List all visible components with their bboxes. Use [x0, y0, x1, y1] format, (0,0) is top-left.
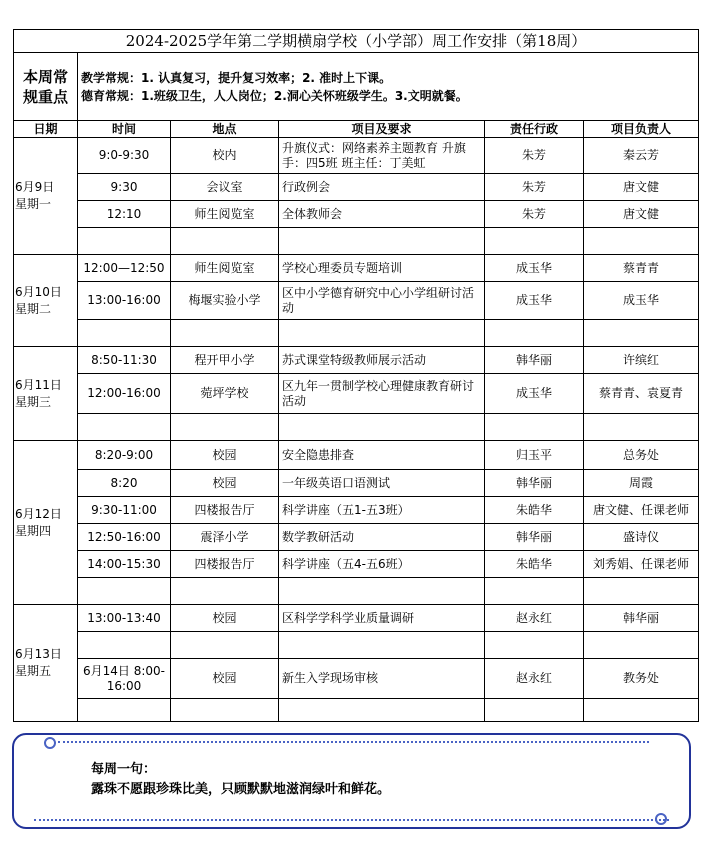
day-weekday: 星期一: [15, 197, 52, 211]
time-cell: 12:00—12:50: [78, 255, 171, 282]
place-cell: 师生阅览室: [171, 255, 279, 282]
header-project: 项目及要求: [279, 121, 485, 138]
project-cell: [279, 632, 485, 659]
schedule-row: [14, 414, 699, 441]
lead-cell: 蔡青青: [584, 255, 699, 282]
day-date: 6月9日: [15, 180, 55, 194]
project-cell: 学校心理委员专题培训: [279, 255, 485, 282]
lead-cell: 唐文健: [584, 174, 699, 201]
header-lead: 项目负责人: [584, 121, 699, 138]
time-cell: [78, 414, 171, 441]
schedule-row: [14, 470, 699, 497]
schedule-row: [14, 174, 699, 201]
admin-cell: 韩华丽: [485, 524, 584, 551]
schedule-row: [14, 632, 699, 659]
schedule-row: [14, 138, 699, 174]
admin-cell: 成玉华: [485, 374, 584, 414]
schedule-row: [14, 282, 699, 320]
admin-cell: 朱皓华: [485, 551, 584, 578]
schedule-row: [14, 201, 699, 228]
time-cell: 8:20-9:00: [78, 441, 171, 470]
admin-cell: 朱皓华: [485, 497, 584, 524]
project-cell: 区中小学德育研究中心小学组研讨活动: [279, 282, 485, 320]
place-cell: [171, 320, 279, 347]
admin-cell: [485, 414, 584, 441]
weekly-focus-content: [78, 53, 699, 121]
time-cell: [78, 228, 171, 255]
schedule-row: [14, 551, 699, 578]
day-cell: [14, 605, 78, 722]
place-cell: 震泽小学: [171, 524, 279, 551]
project-cell: 区九年一贯制学校心理健康教育研讨活动: [279, 374, 485, 414]
bead-decoration: [44, 737, 56, 749]
lead-cell: 蔡青青、袁夏青: [584, 374, 699, 414]
lead-cell: 唐文健、任课老师: [584, 497, 699, 524]
admin-cell: [485, 699, 584, 722]
place-cell: 校园: [171, 659, 279, 699]
admin-cell: 赵永红: [485, 605, 584, 632]
time-cell: 6月14日 8:00-16:00: [78, 659, 171, 699]
place-cell: 校内: [171, 138, 279, 174]
project-cell: 科学讲座（五4-五6班）: [279, 551, 485, 578]
admin-cell: 归玉平: [485, 441, 584, 470]
project-cell: 苏式课堂特级教师展示活动: [279, 347, 485, 374]
lead-cell: 许缤红: [584, 347, 699, 374]
place-cell: [171, 578, 279, 605]
admin-cell: 成玉华: [485, 282, 584, 320]
place-cell: 梅堰实验小学: [171, 282, 279, 320]
admin-cell: 韩华丽: [485, 470, 584, 497]
time-cell: 9:0-9:30: [78, 138, 171, 174]
weekly-focus-label: 本周常 规重点: [14, 53, 78, 121]
lead-cell: 周霞: [584, 470, 699, 497]
header-place: 地点: [171, 121, 279, 138]
place-cell: 师生阅览室: [171, 201, 279, 228]
schedule-row: [14, 374, 699, 414]
time-cell: 12:00-16:00: [78, 374, 171, 414]
bead-decoration: [655, 813, 667, 825]
lead-cell: 唐文健: [584, 201, 699, 228]
place-cell: [171, 414, 279, 441]
day-weekday: 星期二: [15, 301, 52, 316]
time-cell: [78, 632, 171, 659]
day-date: 6月12日: [15, 506, 62, 521]
weekly-schedule-sheet: [13, 29, 698, 722]
admin-cell: [485, 578, 584, 605]
header-admin: 责任行政: [485, 121, 584, 138]
admin-cell: [485, 320, 584, 347]
project-cell: 行政例会: [279, 174, 485, 201]
project-cell: [279, 320, 485, 347]
place-cell: 校园: [171, 441, 279, 470]
lead-cell: [584, 228, 699, 255]
lead-cell: 教务处: [584, 659, 699, 699]
lead-cell: [584, 320, 699, 347]
day-cell: [14, 441, 78, 605]
schedule-row: [14, 497, 699, 524]
schedule-row: [14, 441, 699, 470]
project-cell: [279, 699, 485, 722]
place-cell: 四楼报告厅: [171, 497, 279, 524]
project-cell: [279, 228, 485, 255]
lead-cell: 成玉华: [584, 282, 699, 320]
project-cell: 新生入学现场审核: [279, 659, 485, 699]
time-cell: 13:00-13:40: [78, 605, 171, 632]
header-time: 时间: [78, 121, 171, 138]
admin-cell: 朱芳: [485, 138, 584, 174]
place-cell: 程开甲小学: [171, 347, 279, 374]
lead-cell: [584, 699, 699, 722]
schedule-row: [14, 699, 699, 722]
project-cell: 一年级英语口语测试: [279, 470, 485, 497]
schedule-row: [14, 524, 699, 551]
lead-cell: 秦云芳: [584, 138, 699, 174]
time-cell: [78, 699, 171, 722]
lead-cell: 韩华丽: [584, 605, 699, 632]
schedule-row: [14, 228, 699, 255]
day-weekday: 星期五: [15, 664, 52, 678]
place-cell: [171, 699, 279, 722]
time-cell: 12:10: [78, 201, 171, 228]
schedule-row: [14, 659, 699, 699]
quote-label: 每周一句：: [91, 762, 157, 777]
project-cell: 区科学学科学业质量调研: [279, 605, 485, 632]
admin-cell: 韩华丽: [485, 347, 584, 374]
admin-cell: 成玉华: [485, 255, 584, 282]
quote-text: 露珠不愿跟珍珠比美，只顾默默地滋润绿叶和鲜花。: [91, 782, 391, 797]
time-cell: 9:30-11:00: [78, 497, 171, 524]
day-weekday: 星期四: [15, 523, 52, 538]
admin-cell: [485, 632, 584, 659]
day-weekday: 星期三: [15, 394, 52, 409]
schedule-title: 2024-2025学年第二学期横扇学校（小学部）周工作安排（第18周）: [14, 30, 699, 53]
schedule-row: [14, 347, 699, 374]
time-cell: [78, 320, 171, 347]
project-cell: [279, 414, 485, 441]
time-cell: 14:00-15:30: [78, 551, 171, 578]
project-cell: 升旗仪式：网络素养主题教育 升旗手：四5班 班主任：丁美虹: [279, 138, 485, 174]
admin-cell: 赵永红: [485, 659, 584, 699]
day-date: 6月10日: [15, 284, 62, 299]
place-cell: 会议室: [171, 174, 279, 201]
time-cell: [78, 578, 171, 605]
place-cell: 菀坪学校: [171, 374, 279, 414]
time-cell: 8:50-11:30: [78, 347, 171, 374]
schedule-table: [13, 29, 699, 722]
place-cell: [171, 228, 279, 255]
header-date: 日期: [14, 121, 78, 138]
time-cell: 8:20: [78, 470, 171, 497]
schedule-row: [14, 255, 699, 282]
day-cell: [14, 138, 78, 255]
place-cell: 四楼报告厅: [171, 551, 279, 578]
lead-cell: 盛诗仪: [584, 524, 699, 551]
lead-cell: 刘秀娟、任课老师: [584, 551, 699, 578]
day-date: 6月13日: [15, 647, 62, 661]
project-cell: 安全隐患排查: [279, 441, 485, 470]
place-cell: 校园: [171, 470, 279, 497]
lead-cell: 总务处: [584, 441, 699, 470]
admin-cell: 朱芳: [485, 201, 584, 228]
lead-cell: [584, 578, 699, 605]
admin-cell: [485, 228, 584, 255]
place-cell: [171, 632, 279, 659]
admin-cell: 朱芳: [485, 174, 584, 201]
lead-cell: [584, 414, 699, 441]
day-cell: [14, 347, 78, 441]
moral-routine: 德育常规：1.班级卫生，人人岗位；2.洞心关怀班级学生。3.文明就餐。: [81, 88, 468, 103]
teaching-routine: 教学常规：1. 认真复习，提升复习效率；2. 准时上下课。: [81, 70, 392, 85]
project-cell: [279, 578, 485, 605]
day-date: 6月11日: [15, 377, 62, 392]
project-cell: 科学讲座（五1-五3班）: [279, 497, 485, 524]
time-cell: 13:00-16:00: [78, 282, 171, 320]
day-cell: [14, 255, 78, 347]
schedule-row: [14, 605, 699, 632]
schedule-row: [14, 320, 699, 347]
lead-cell: [584, 632, 699, 659]
project-cell: 全体教师会: [279, 201, 485, 228]
place-cell: 校园: [171, 605, 279, 632]
column-header-row: [14, 121, 699, 138]
schedule-row: [14, 578, 699, 605]
time-cell: 12:50-16:00: [78, 524, 171, 551]
project-cell: 数学教研活动: [279, 524, 485, 551]
time-cell: 9:30: [78, 174, 171, 201]
